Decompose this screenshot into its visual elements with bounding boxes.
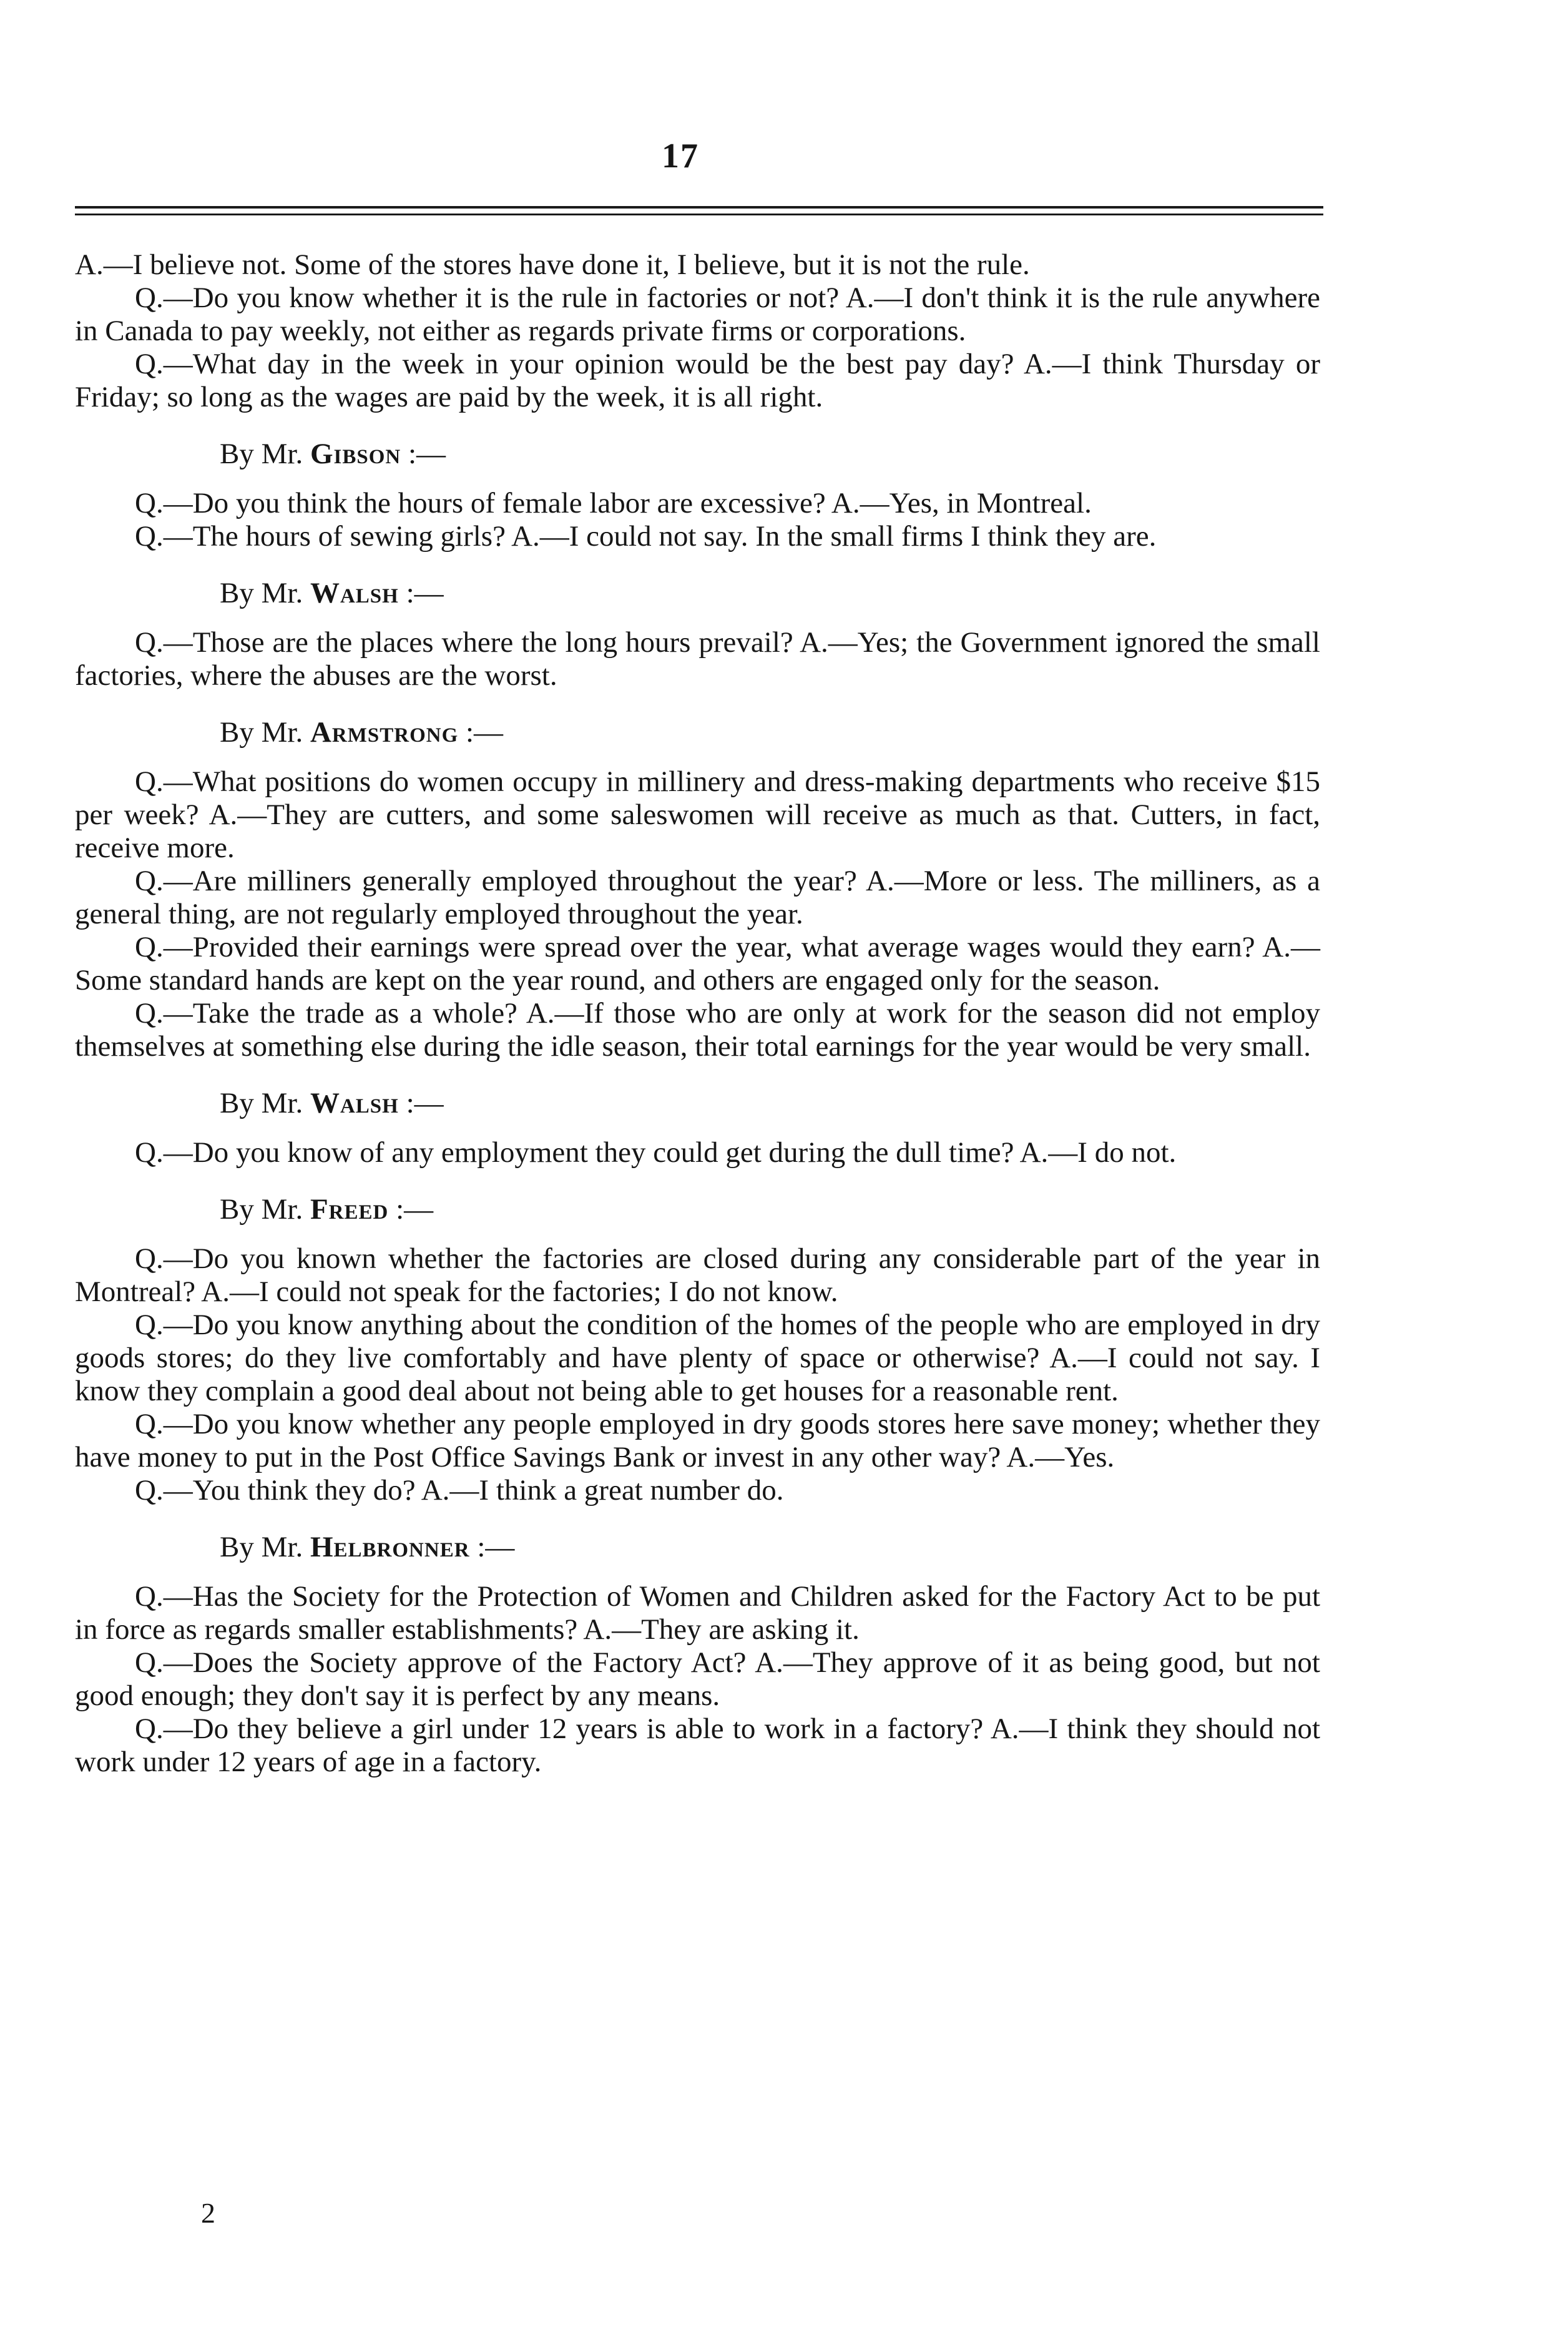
qa-paragraph: Q.—You think they do? A.—I think a great number do.	[135, 1474, 784, 1507]
page-number: 17	[662, 137, 699, 175]
speaker-prefix: By Mr.	[220, 438, 303, 470]
speaker-prefix: By Mr.	[220, 716, 303, 749]
qa-paragraph: Q.—Those are the places where the long hours prevail? A.—Yes; the Government ignored the small factories, where the abuses are the worst.	[75, 626, 1320, 692]
qa-paragraph: Q.—What day in the week in your opinion would be the best pay day? A.—I think Thursday or Friday; so long as the wages are paid by the week, it is all right.	[75, 348, 1320, 413]
qa-paragraph: Q.—Has the Society for the Protection of Women and Children asked for the Factory Act to be put in force as regards smaller establishments? A.—They are asking it.	[75, 1580, 1320, 1646]
speaker-heading	[220, 1193, 1320, 1226]
qa-paragraph: A.—I believe not. Some of the stores have done it, I believe, but it is not the rule.	[75, 248, 1030, 281]
speaker-prefix: By Mr.	[220, 577, 303, 609]
speaker-prefix: By Mr.	[220, 1193, 303, 1226]
speaker-heading	[220, 1531, 1320, 1564]
qa-paragraph: Q.—Does the Society approve of the Factory Act? A.—They approve of it as being good, but not good enough; they don't say it is perfect by any means.	[75, 1646, 1320, 1712]
qa-paragraph: Q.—What positions do women occupy in millinery and dress-making departments who receive $15 per week? A.—They are cutters, and some saleswomen will receive as much as that. Cutters, in fact, receive more.	[75, 765, 1320, 864]
speaker-suffix: :—	[408, 438, 446, 470]
speaker-name: Armstrong	[310, 716, 459, 749]
speaker-name: Helbronner	[310, 1531, 470, 1563]
speaker-name: Freed	[310, 1193, 389, 1226]
qa-paragraph: Q.—Do you know whether any people employed in dry goods stores here save money; whether they have money to put in the Post Office Savings Bank or invest in any other way? A.—Yes.	[75, 1408, 1320, 1473]
qa-paragraph: Q.—The hours of sewing girls? A.—I could not say. In the small firms I think they are.	[135, 520, 1157, 553]
speaker-name: Walsh	[310, 1087, 399, 1119]
signature-mark: 2	[201, 2197, 215, 2229]
speaker-prefix: By Mr.	[220, 1531, 303, 1563]
speaker-name: Gibson	[310, 438, 401, 470]
qa-paragraph: Q.—Do you know anything about the condition of the homes of the people who are employed in dry goods stores; do they live comfortably and have plenty of space or otherwise? A.—I could not say. I know they complain a good deal about not being able to get houses for a reasonable rent.	[75, 1309, 1320, 1407]
testimony-body	[75, 248, 1320, 1779]
speaker-name: Walsh	[310, 577, 399, 609]
speaker-suffix: :—	[406, 1087, 444, 1119]
qa-paragraph: Q.—Do you known whether the factories are closed during any considerable part of the year in Montreal? A.—I could not speak for the factories; I do not know.	[75, 1242, 1320, 1308]
qa-paragraph: Q.—Provided their earnings were spread over the year, what average wages would they earn? A.—Some standard hands are kept on the year round, and others are engaged only for the season.	[75, 931, 1320, 996]
speaker-heading	[220, 577, 1320, 610]
qa-paragraph: Q.—Take the trade as a whole? A.—If those who are only at work for the season did not employ themselves at something else during the idle season, their total earnings for the year would be very small.	[75, 997, 1320, 1063]
speaker-prefix: By Mr.	[220, 1087, 303, 1119]
speaker-suffix: :—	[466, 716, 504, 749]
speaker-suffix: :—	[406, 577, 444, 609]
speaker-suffix: :—	[477, 1531, 515, 1563]
speaker-heading	[220, 1087, 1320, 1120]
qa-paragraph: Q.—Are milliners generally employed throughout the year? A.—More or less. The milliners, as a general thing, are not regularly employed throughout the year.	[75, 865, 1320, 930]
qa-paragraph: Q.—Do you know whether it is the rule in factories or not? A.—I don't think it is the rule anywhere in Canada to pay weekly, not either as regards private firms or corporations.	[75, 282, 1320, 347]
qa-paragraph: Q.—Do you think the hours of female labor are excessive? A.—Yes, in Montreal.	[135, 487, 1092, 519]
qa-paragraph: Q.—Do they believe a girl under 12 years is able to work in a factory? A.—I think they should not work under 12 years of age in a factory.	[75, 1713, 1320, 1778]
speaker-suffix: :—	[396, 1193, 434, 1226]
header-rule-top	[75, 206, 1323, 209]
header-rule-bottom	[75, 214, 1323, 215]
qa-paragraph: Q.—Do you know of any employment they could get during the dull time? A.—I do not.	[135, 1136, 1177, 1169]
speaker-heading	[220, 716, 1320, 749]
speaker-heading	[220, 438, 1320, 471]
